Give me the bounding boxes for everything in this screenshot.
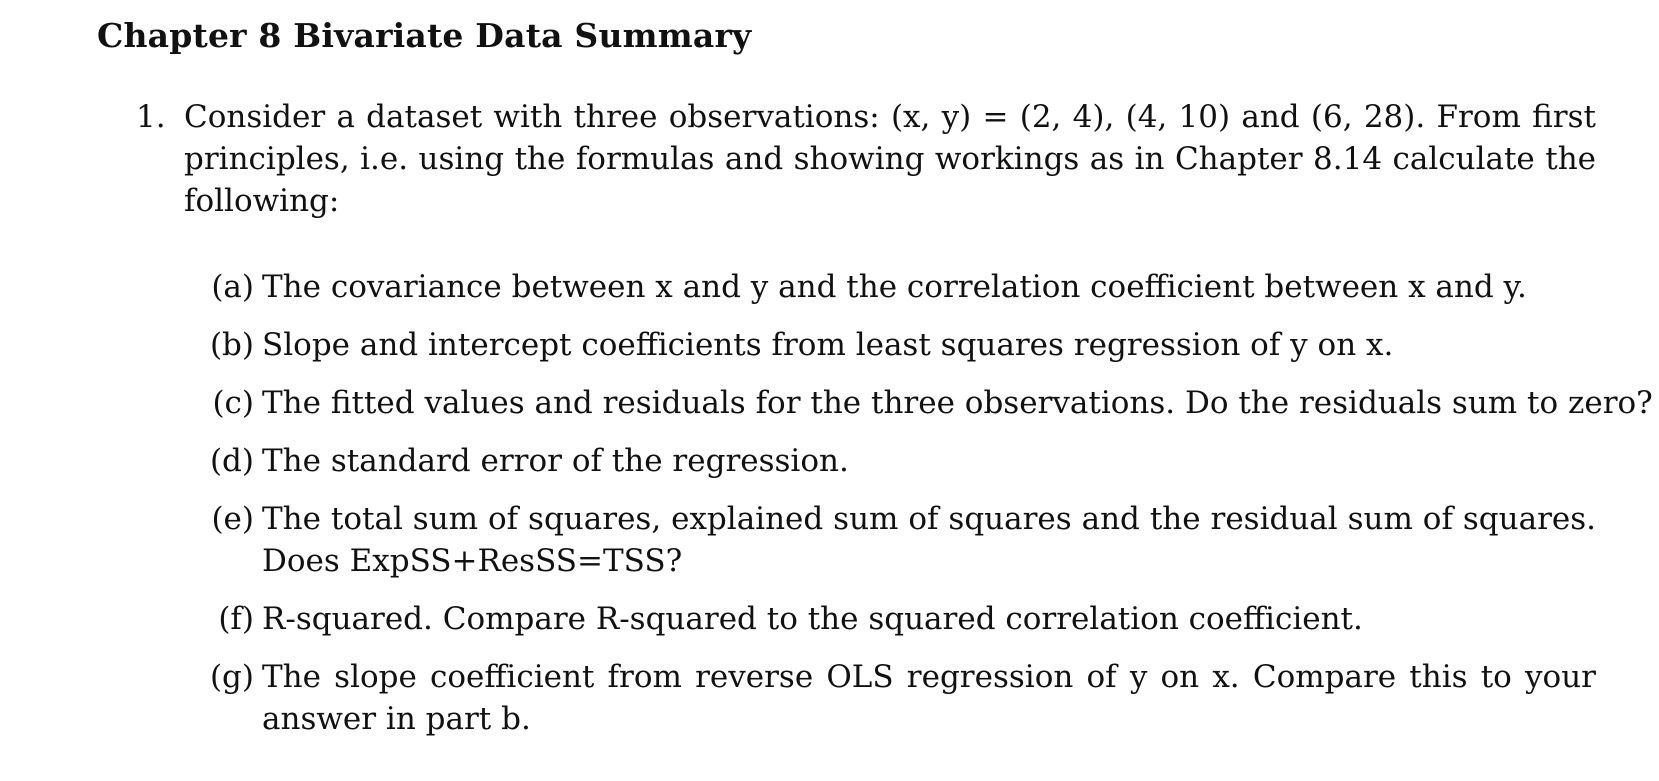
- part-label: (g): [209, 659, 254, 695]
- part-line: Does ExpSS+ResSS=TSS?: [262, 543, 683, 579]
- part-text: [262, 382, 1653, 424]
- part-line: R-squared. Compare R-squared to the squared correlation coefficient.: [262, 601, 1363, 637]
- part-f: [196, 598, 1596, 640]
- part-line: Slope and intercept coefficients from least squares regression of y on x.: [262, 327, 1394, 363]
- part-label: (b): [209, 327, 254, 363]
- question-1: [136, 96, 1596, 222]
- part-e: [196, 498, 1596, 582]
- part-line: The total sum of squares, explained sum of squares and the residual sum of squares.: [262, 501, 1596, 537]
- part-line: The standard error of the regression.: [262, 443, 849, 479]
- part-d: [196, 440, 1596, 482]
- question-text: [184, 96, 1596, 222]
- part-text: [262, 598, 1596, 640]
- part-a: [196, 266, 1596, 308]
- part-line: The slope coefficient from reverse OLS regression of y on x. Compare this to your: [262, 659, 1596, 695]
- part-b: [196, 324, 1596, 366]
- question-number: 1.: [136, 99, 166, 135]
- part-text: [262, 656, 1596, 740]
- part-line: The fitted values and residuals for the three observations. Do the residuals sum to zero?: [262, 385, 1653, 421]
- part-text: [262, 266, 1596, 308]
- part-text: [262, 440, 1596, 482]
- part-g: [196, 656, 1596, 740]
- question-parts-list: [196, 266, 1653, 756]
- part-line: answer in part b.: [262, 701, 531, 737]
- part-label: (e): [211, 501, 254, 537]
- question-line: Consider a dataset with three observations: (x, y) = (2, 4), (4, 10) and (6, 28). From first: [184, 99, 1596, 135]
- part-text: [262, 498, 1596, 582]
- part-label: (a): [211, 269, 254, 305]
- part-line: The covariance between x and y and the correlation coefficient between x and y.: [262, 269, 1527, 305]
- question-line: principles, i.e. using the formulas and showing workings as in Chapter 8.14 calculate the: [184, 141, 1596, 177]
- part-c: [196, 382, 1653, 424]
- question-line: following:: [184, 183, 340, 219]
- part-label: (d): [209, 443, 254, 479]
- part-label: (c): [212, 385, 254, 421]
- part-label: (f): [218, 601, 254, 637]
- chapter-title: Chapter 8 Bivariate Data Summary: [97, 16, 752, 55]
- part-text: [262, 324, 1596, 366]
